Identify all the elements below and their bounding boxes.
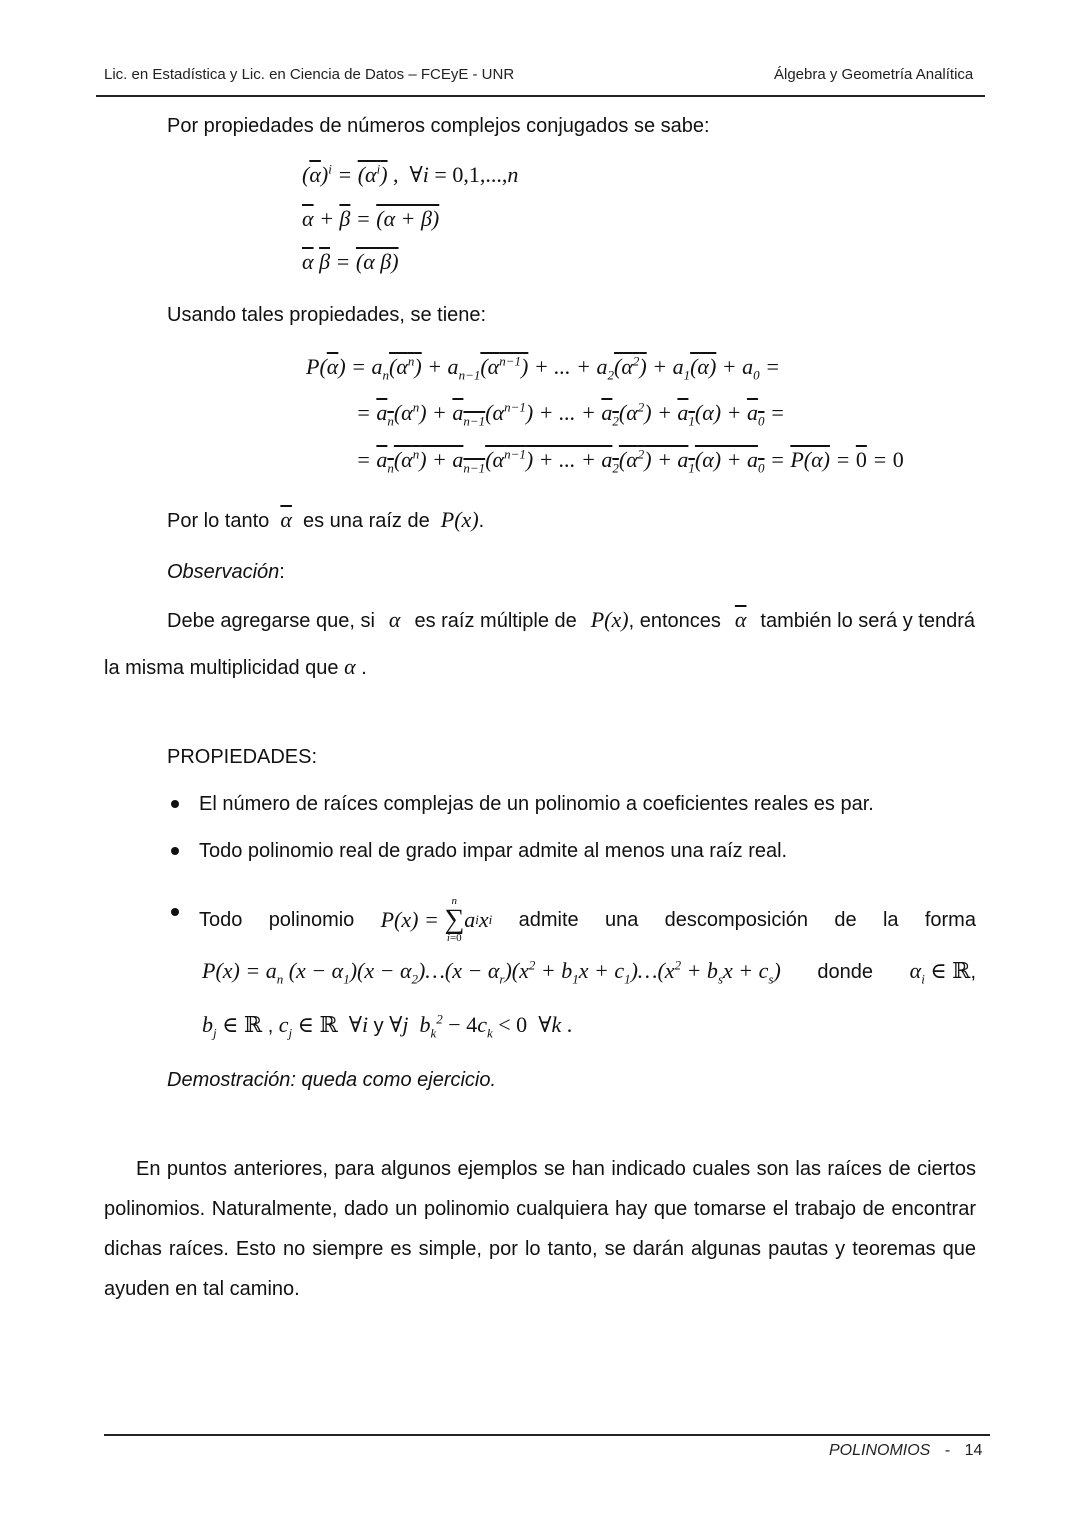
property-1: El número de raíces complejas de un polinomio a coeficientes reales es par. bbox=[199, 793, 874, 815]
alpha-real: $\alpha_i$ ∈ ℝ, bbox=[909, 958, 976, 987]
therefore-line: Por lo tanto $\overline{\alpha}$ es una raíz de P(x). bbox=[167, 507, 485, 532]
obs-1d: también lo será y tendrá bbox=[760, 610, 975, 632]
observation-label: Observación: bbox=[167, 561, 285, 583]
closing-line-4: ayuden en tal camino. bbox=[104, 1278, 300, 1300]
word: una bbox=[604, 909, 639, 931]
p-of-x: P(x), entonces bbox=[590, 607, 721, 632]
bullet bbox=[171, 800, 179, 808]
footer-rule bbox=[104, 1434, 990, 1436]
bullet bbox=[171, 908, 179, 916]
word: descomposición bbox=[664, 909, 809, 931]
factorization: $P(x) = a_n$ $(x - \alpha_1)(x$ − $\alpha_2)\dots(x - \alpha_r)(x^2 + b_1x$ + $c_1)\dots(x^2 + b_sx + c_s)$ bbox=[202, 957, 781, 987]
demonstration-note: Demostración: queda como ejercicio. bbox=[167, 1069, 497, 1091]
therefore-mid: es una raíz de bbox=[302, 510, 430, 532]
footer-section: POLINOMIOS bbox=[829, 1442, 931, 1459]
properties-title: PROPIEDADES: bbox=[167, 746, 318, 768]
header-left: Lic. en Estadística y Lic. en Ciencia de Datos – FCEyE - UNR bbox=[104, 66, 515, 83]
conj-prop-1: $(\overline{\alpha})^i = (\alpha^i)$ , ∀i = 0,1,...,n bbox=[302, 161, 519, 187]
derivation-line-3: = $a_n(\alpha^n) + a_{n-1}(\alpha^{n-1})$ + ... + $a_2(\alpha^2) + a_1(\alpha) + a_0 = P(\alpha) = 0 = 0$ bbox=[356, 446, 904, 476]
conj-prop-3: $\overline{\alpha}$ $\overline{\beta} = (\alpha$ β) bbox=[302, 249, 399, 274]
obs-1b: es raíz múltiple de bbox=[414, 610, 577, 632]
observation-line-1 bbox=[167, 606, 975, 635]
word: admite bbox=[518, 909, 579, 931]
footer bbox=[829, 1442, 982, 1460]
observation-line-2: la misma multiplicidad que α . bbox=[104, 654, 367, 679]
derivation-line-2: = $a_n(\alpha^n) + a_{n-1}(\alpha^{n-1})$ + ... + $a_2(\alpha^2) + a_1(\alpha) + a_0$ = bbox=[356, 399, 785, 429]
intro-text: Por propiedades de números complejos conjugados se sabe: bbox=[167, 115, 710, 137]
alpha-bar: $\overline{\alpha}$ bbox=[280, 507, 292, 532]
closing-line-3: dichas raíces. Esto no siempre es simple, por lo tanto, se darán algunas pautas y teoremas que bbox=[104, 1238, 976, 1260]
word: de bbox=[834, 909, 857, 931]
donde-word: donde bbox=[817, 961, 874, 983]
therefore-pre: Por lo tanto bbox=[167, 510, 270, 532]
header-right: Álgebra y Geometría Analítica bbox=[774, 66, 974, 83]
word: la bbox=[882, 909, 899, 931]
property-2: Todo polinomio real de grado impar admite al menos una raíz real. bbox=[199, 840, 788, 862]
word: Todo bbox=[199, 909, 243, 931]
conj-prop-2: $\overline{\alpha} + \overline{\beta} = (\alpha + \beta)$ bbox=[302, 206, 440, 231]
alpha: α bbox=[388, 607, 401, 632]
word: forma bbox=[924, 909, 976, 931]
obs-1a: Debe agregarse que, si bbox=[167, 610, 375, 632]
bullet bbox=[171, 847, 179, 855]
alpha-bar: $\overline{\alpha}$ bbox=[734, 607, 747, 632]
header-rule bbox=[96, 95, 985, 97]
property-3-line-3: $b_j$ ∈ ℝ , $c_j$ ∈ ℝ ∀i y ∀j $b_k^2 - 4c_k < 0$ ∀k . bbox=[202, 1011, 573, 1041]
property-3-line-1 bbox=[199, 896, 976, 944]
polynomial-sum: P(x) = n ∑ i=0 a i x i bbox=[380, 895, 493, 944]
word: polinomio bbox=[268, 909, 355, 931]
property-3-line-2 bbox=[202, 958, 976, 986]
closing-line-2: polinomios. Naturalmente, dado un polinomio cualquiera hay que tomarse el trabajo de encontrar bbox=[104, 1198, 976, 1220]
p-of-x: P(x) bbox=[435, 507, 479, 532]
using-text: Usando tales propiedades, se tiene: bbox=[167, 304, 487, 326]
derivation-line-1: $P(\overline{\alpha}) = a_n(\alpha^n) + a_{n-1}(\alpha^{n-1})$ + ... + $a_2(\alpha^2) + a_1(\alpha) + a_0$ = bbox=[306, 353, 781, 383]
page-number: 14 bbox=[964, 1442, 983, 1459]
footer-separator: - bbox=[944, 1442, 951, 1459]
closing-line-1: En puntos anteriores, para algunos ejemplos se han indicado cuales son las raíces de ciertos bbox=[136, 1158, 976, 1180]
